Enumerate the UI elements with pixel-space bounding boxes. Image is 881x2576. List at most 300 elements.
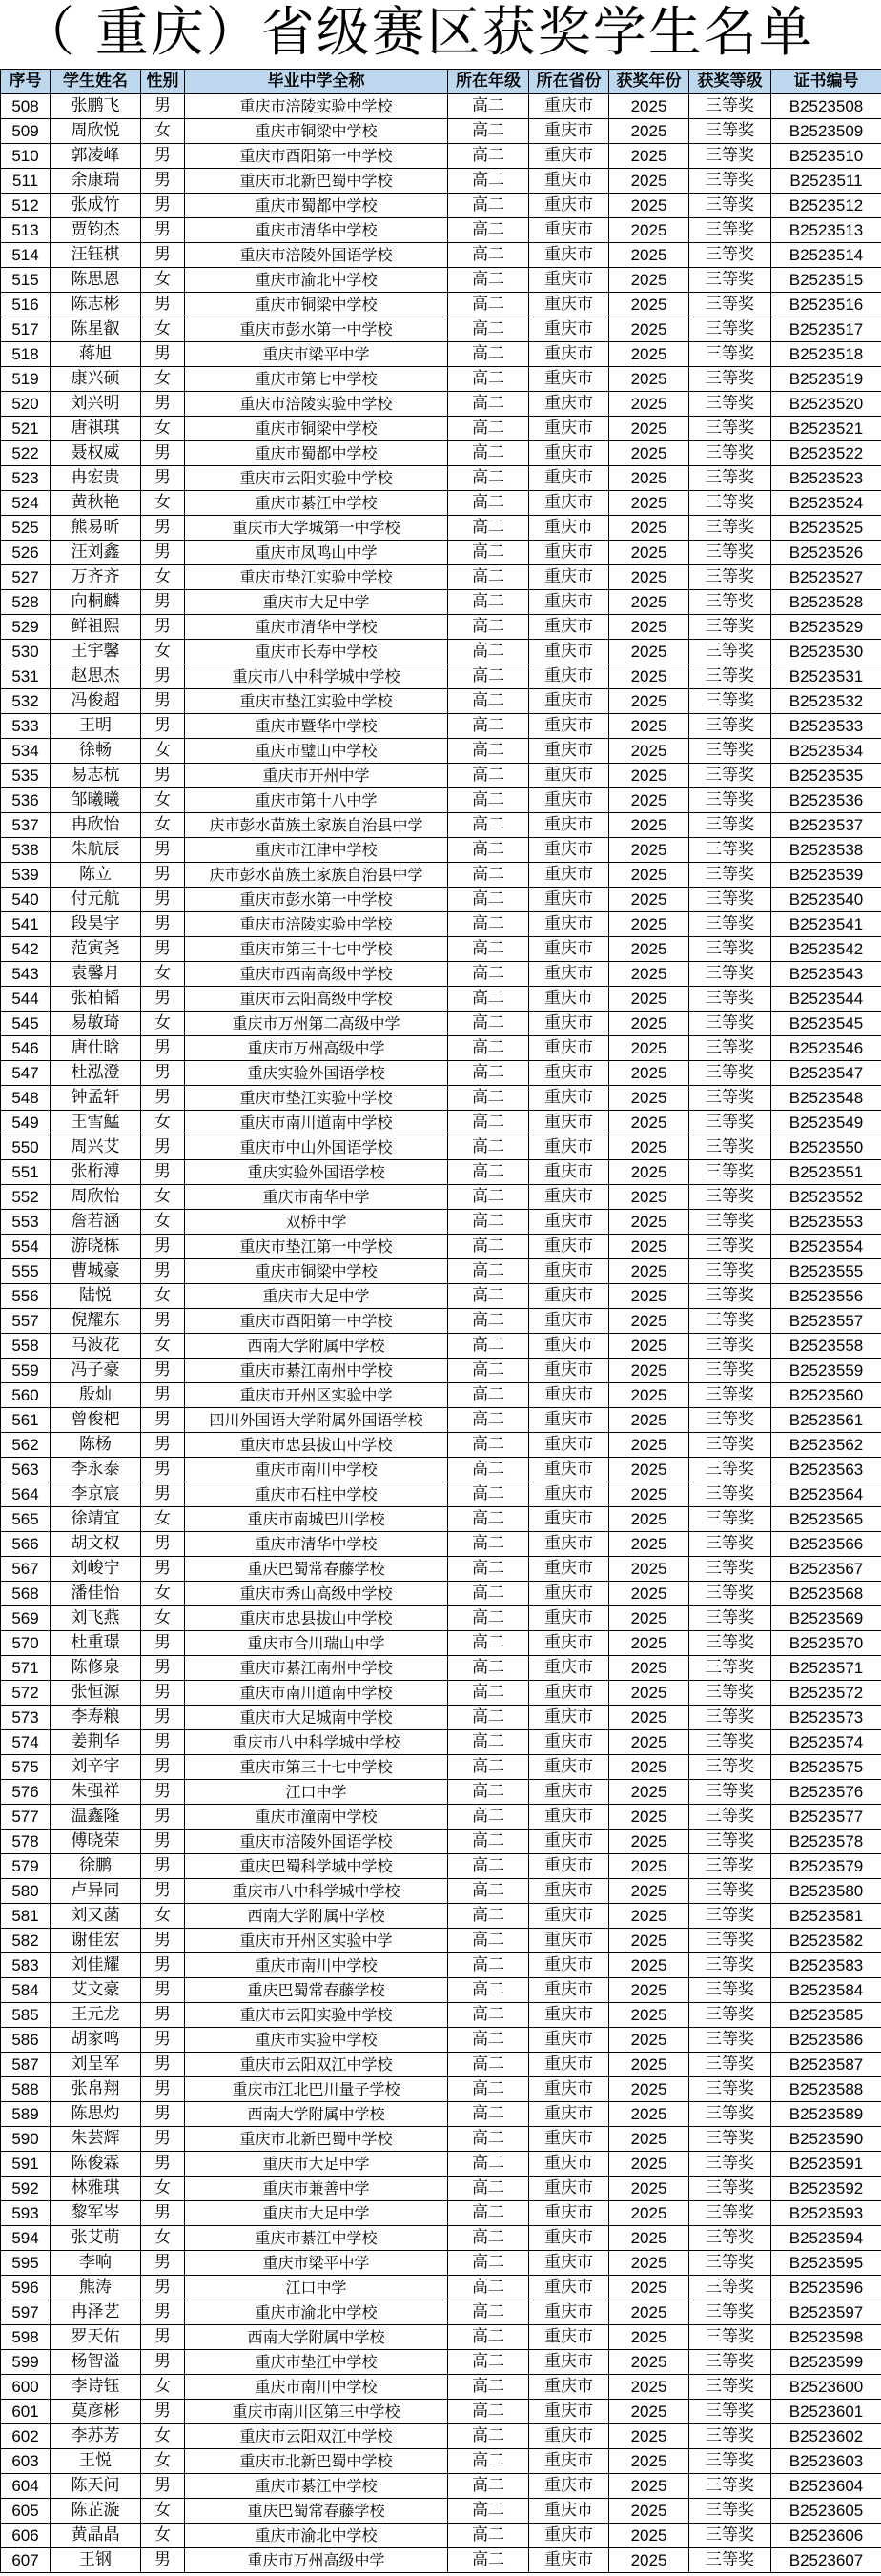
- grade-cell: 高二: [448, 342, 529, 367]
- level-cell: 三等奖: [689, 2474, 771, 2499]
- name-cell: 段昊宇: [51, 912, 141, 937]
- cert-cell: B2523542: [771, 937, 881, 962]
- seq-cell: 540: [1, 888, 51, 912]
- seq-cell: 524: [1, 491, 51, 516]
- gender-cell: 男: [141, 169, 185, 194]
- school-cell: 重庆市綦江南州中学校: [185, 1359, 448, 1383]
- province-cell: 重庆市: [529, 516, 609, 541]
- seq-cell: 604: [1, 2474, 51, 2499]
- table-row: [1, 1978, 881, 2003]
- seq-cell: 530: [1, 640, 51, 664]
- table-row: [1, 1309, 881, 1334]
- school-cell: 重庆市南川中学校: [185, 1458, 448, 1482]
- seq-cell: 531: [1, 664, 51, 689]
- name-cell: 余康瑞: [51, 169, 141, 194]
- grade-cell: 高二: [448, 1259, 529, 1284]
- grade-cell: 高二: [448, 615, 529, 640]
- province-cell: 重庆市: [529, 2226, 609, 2251]
- grade-cell: 高二: [448, 516, 529, 541]
- province-cell: 重庆市: [529, 1557, 609, 1582]
- province-cell: 重庆市: [529, 1805, 609, 1830]
- grade-cell: 高二: [448, 739, 529, 764]
- table-row: [1, 1904, 881, 1929]
- level-cell: 三等奖: [689, 2350, 771, 2375]
- table-row: [1, 1953, 881, 1978]
- year-cell: 2025: [609, 664, 689, 689]
- year-cell: 2025: [609, 491, 689, 516]
- province-cell: 重庆市: [529, 1160, 609, 1185]
- seq-cell: 529: [1, 615, 51, 640]
- cert-cell: B2523562: [771, 1433, 881, 1458]
- year-cell: 2025: [609, 1557, 689, 1582]
- province-cell: 重庆市: [529, 788, 609, 813]
- grade-cell: 高二: [448, 590, 529, 615]
- gender-cell: 女: [141, 1904, 185, 1929]
- gender-cell: 男: [141, 863, 185, 888]
- cert-cell: B2523548: [771, 1086, 881, 1111]
- cert-cell: B2523509: [771, 119, 881, 144]
- seq-cell: 512: [1, 194, 51, 218]
- province-cell: 重庆市: [529, 2325, 609, 2350]
- level-cell: 三等奖: [689, 2300, 771, 2325]
- name-cell: 姜荆华: [51, 1730, 141, 1755]
- school-cell: 重庆市八中科学城中学校: [185, 1730, 448, 1755]
- name-cell: 唐仕晗: [51, 1036, 141, 1061]
- cert-cell: B2523508: [771, 94, 881, 119]
- province-cell: 重庆市: [529, 664, 609, 689]
- grade-cell: 高二: [448, 1061, 529, 1086]
- gender-cell: 女: [141, 2449, 185, 2474]
- seq-cell: 539: [1, 863, 51, 888]
- name-cell: 陈修泉: [51, 1656, 141, 1681]
- grade-cell: 高二: [448, 268, 529, 293]
- school-cell: 重庆市南华中学: [185, 1185, 448, 1210]
- level-cell: 三等奖: [689, 2325, 771, 2350]
- table-row: [1, 169, 881, 194]
- province-cell: 重庆市: [529, 169, 609, 194]
- grade-cell: 高二: [448, 1780, 529, 1805]
- year-cell: 2025: [609, 1086, 689, 1111]
- name-cell: 游晓栋: [51, 1235, 141, 1259]
- cert-cell: B2523559: [771, 1359, 881, 1383]
- province-cell: 重庆市: [529, 1780, 609, 1805]
- grade-cell: 高二: [448, 1036, 529, 1061]
- year-cell: 2025: [609, 1359, 689, 1383]
- province-cell: 重庆市: [529, 1383, 609, 1408]
- grade-cell: 高二: [448, 640, 529, 664]
- school-cell: 重庆市北新巴蜀中学校: [185, 169, 448, 194]
- level-cell: 三等奖: [689, 1259, 771, 1284]
- level-cell: 三等奖: [689, 1904, 771, 1929]
- cert-cell: B2523578: [771, 1830, 881, 1854]
- seq-cell: 538: [1, 838, 51, 863]
- seq-cell: 602: [1, 2424, 51, 2449]
- seq-cell: 595: [1, 2251, 51, 2276]
- year-cell: 2025: [609, 2449, 689, 2474]
- name-cell: 陈俊霖: [51, 2152, 141, 2177]
- level-cell: 三等奖: [689, 1482, 771, 1507]
- table-row: [1, 491, 881, 516]
- cert-cell: B2523556: [771, 1284, 881, 1309]
- year-cell: 2025: [609, 1433, 689, 1458]
- level-cell: 三等奖: [689, 1953, 771, 1978]
- name-cell: 王雪鯭: [51, 1111, 141, 1135]
- year-cell: 2025: [609, 94, 689, 119]
- year-cell: 2025: [609, 1978, 689, 2003]
- school-cell: 重庆市梁平中学: [185, 342, 448, 367]
- table-row: [1, 838, 881, 863]
- table-row: [1, 2276, 881, 2300]
- seq-cell: 519: [1, 367, 51, 392]
- grade-cell: 高二: [448, 1160, 529, 1185]
- seq-cell: 533: [1, 714, 51, 739]
- table-row: [1, 2300, 881, 2325]
- level-cell: 三等奖: [689, 838, 771, 863]
- year-cell: 2025: [609, 838, 689, 863]
- level-cell: 三等奖: [689, 1780, 771, 1805]
- grade-cell: 高二: [448, 1730, 529, 1755]
- level-cell: 三等奖: [689, 1185, 771, 1210]
- grade-cell: 高二: [448, 937, 529, 962]
- school-cell: 重庆市兼善中学: [185, 2177, 448, 2201]
- cert-cell: B2523570: [771, 1631, 881, 1656]
- seq-cell: 585: [1, 2003, 51, 2028]
- year-cell: 2025: [609, 392, 689, 417]
- grade-cell: 高二: [448, 2524, 529, 2548]
- grade-cell: 高二: [448, 1929, 529, 1953]
- province-cell: 重庆市: [529, 2375, 609, 2400]
- cert-cell: B2523512: [771, 194, 881, 218]
- grade-cell: 高二: [448, 367, 529, 392]
- seq-cell: 575: [1, 1755, 51, 1780]
- gender-cell: 男: [141, 243, 185, 268]
- school-cell: 重庆市垫江实验中学校: [185, 1086, 448, 1111]
- year-cell: 2025: [609, 268, 689, 293]
- gender-cell: 男: [141, 1755, 185, 1780]
- seq-cell: 520: [1, 392, 51, 417]
- school-cell: 重庆市第十八中学: [185, 788, 448, 813]
- school-cell: 重庆市北新巴蜀中学校: [185, 2127, 448, 2152]
- seq-cell: 584: [1, 1978, 51, 2003]
- name-cell: 易志杭: [51, 764, 141, 788]
- grade-cell: 高二: [448, 541, 529, 565]
- seq-cell: 597: [1, 2300, 51, 2325]
- gender-cell: 男: [141, 2127, 185, 2152]
- year-cell: 2025: [609, 2201, 689, 2226]
- header-name: 学生姓名: [51, 70, 141, 94]
- name-cell: 陈天问: [51, 2474, 141, 2499]
- province-cell: 重庆市: [529, 1929, 609, 1953]
- grade-cell: 高二: [448, 194, 529, 218]
- name-cell: 李寿粮: [51, 1706, 141, 1730]
- seq-cell: 581: [1, 1904, 51, 1929]
- name-cell: 陈芷漩: [51, 2499, 141, 2524]
- cert-cell: B2523552: [771, 1185, 881, 1210]
- gender-cell: 女: [141, 640, 185, 664]
- name-cell: 傅晓荣: [51, 1830, 141, 1854]
- cert-cell: B2523554: [771, 1235, 881, 1259]
- year-cell: 2025: [609, 1953, 689, 1978]
- year-cell: 2025: [609, 243, 689, 268]
- school-cell: 江口中学: [185, 1780, 448, 1805]
- name-cell: 张鹏飞: [51, 94, 141, 119]
- table-row: [1, 1830, 881, 1854]
- grade-cell: 高二: [448, 2276, 529, 2300]
- school-cell: 重庆市长寿中学校: [185, 640, 448, 664]
- cert-cell: B2523595: [771, 2251, 881, 2276]
- seq-cell: 544: [1, 987, 51, 1012]
- table-row: [1, 2003, 881, 2028]
- gender-cell: 男: [141, 1482, 185, 1507]
- level-cell: 三等奖: [689, 317, 771, 342]
- gender-cell: 男: [141, 1036, 185, 1061]
- grade-cell: 高二: [448, 1606, 529, 1631]
- school-cell: 重庆市第三十七中学校: [185, 937, 448, 962]
- name-cell: 范寅尧: [51, 937, 141, 962]
- province-cell: 重庆市: [529, 2003, 609, 2028]
- cert-cell: B2523547: [771, 1061, 881, 1086]
- grade-cell: 高二: [448, 1111, 529, 1135]
- name-cell: 王元龙: [51, 2003, 141, 2028]
- table-row: [1, 2524, 881, 2548]
- seq-cell: 515: [1, 268, 51, 293]
- cert-cell: B2523518: [771, 342, 881, 367]
- seq-cell: 553: [1, 1210, 51, 1235]
- year-cell: 2025: [609, 2028, 689, 2053]
- level-cell: 三等奖: [689, 1309, 771, 1334]
- province-cell: 重庆市: [529, 1359, 609, 1383]
- table-row: [1, 1656, 881, 1681]
- name-cell: 罗天佑: [51, 2325, 141, 2350]
- grade-cell: 高二: [448, 2201, 529, 2226]
- table-row: [1, 615, 881, 640]
- cert-cell: B2523551: [771, 1160, 881, 1185]
- level-cell: 三等奖: [689, 491, 771, 516]
- province-cell: 重庆市: [529, 1309, 609, 1334]
- level-cell: 三等奖: [689, 1036, 771, 1061]
- gender-cell: 男: [141, 541, 185, 565]
- level-cell: 三等奖: [689, 1929, 771, 1953]
- cert-cell: B2523550: [771, 1135, 881, 1160]
- year-cell: 2025: [609, 441, 689, 466]
- name-cell: 朱芸辉: [51, 2127, 141, 2152]
- cert-cell: B2523553: [771, 1210, 881, 1235]
- cert-cell: B2523582: [771, 1929, 881, 1953]
- province-cell: 重庆市: [529, 367, 609, 392]
- gender-cell: 男: [141, 2325, 185, 2350]
- province-cell: 重庆市: [529, 1185, 609, 1210]
- year-cell: 2025: [609, 417, 689, 441]
- level-cell: 三等奖: [689, 441, 771, 466]
- name-cell: 聂权威: [51, 441, 141, 466]
- table-row: [1, 640, 881, 664]
- seq-cell: 606: [1, 2524, 51, 2548]
- cert-cell: B2523540: [771, 888, 881, 912]
- province-cell: 重庆市: [529, 1904, 609, 1929]
- year-cell: 2025: [609, 1061, 689, 1086]
- name-cell: 莫彦彬: [51, 2400, 141, 2424]
- gender-cell: 女: [141, 367, 185, 392]
- table-row: [1, 590, 881, 615]
- table-row: [1, 1458, 881, 1482]
- grade-cell: 高二: [448, 2325, 529, 2350]
- grade-cell: 高二: [448, 2127, 529, 2152]
- province-cell: 重庆市: [529, 2127, 609, 2152]
- cert-cell: B2523583: [771, 1953, 881, 1978]
- level-cell: 三等奖: [689, 2028, 771, 2053]
- province-cell: 重庆市: [529, 2201, 609, 2226]
- cert-cell: B2523579: [771, 1854, 881, 1879]
- year-cell: 2025: [609, 739, 689, 764]
- cert-cell: B2523564: [771, 1482, 881, 1507]
- table-row: [1, 2077, 881, 2102]
- grade-cell: 高二: [448, 1135, 529, 1160]
- table-row: [1, 664, 881, 689]
- table-row: [1, 1805, 881, 1830]
- school-cell: 重庆市清华中学校: [185, 1532, 448, 1557]
- year-cell: 2025: [609, 590, 689, 615]
- school-cell: 四川外国语大学附属外国语学校: [185, 1408, 448, 1433]
- year-cell: 2025: [609, 119, 689, 144]
- province-cell: 重庆市: [529, 2449, 609, 2474]
- table-row: [1, 714, 881, 739]
- grade-cell: 高二: [448, 1532, 529, 1557]
- grade-cell: 高二: [448, 1978, 529, 2003]
- level-cell: 三等奖: [689, 1433, 771, 1458]
- level-cell: 三等奖: [689, 689, 771, 714]
- province-cell: 重庆市: [529, 2400, 609, 2424]
- province-cell: 重庆市: [529, 689, 609, 714]
- school-cell: 重庆市渝北中学校: [185, 2300, 448, 2325]
- seq-cell: 548: [1, 1086, 51, 1111]
- level-cell: 三等奖: [689, 714, 771, 739]
- table-row: [1, 441, 881, 466]
- province-cell: 重庆市: [529, 317, 609, 342]
- name-cell: 黎军岑: [51, 2201, 141, 2226]
- year-cell: 2025: [609, 2276, 689, 2300]
- grade-cell: 高二: [448, 565, 529, 590]
- cert-cell: B2523598: [771, 2325, 881, 2350]
- seq-cell: 514: [1, 243, 51, 268]
- seq-cell: 593: [1, 2201, 51, 2226]
- name-cell: 康兴硕: [51, 367, 141, 392]
- seq-cell: 598: [1, 2325, 51, 2350]
- name-cell: 马波花: [51, 1334, 141, 1359]
- level-cell: 三等奖: [689, 615, 771, 640]
- year-cell: 2025: [609, 1012, 689, 1036]
- table-row: [1, 2474, 881, 2499]
- level-cell: 三等奖: [689, 2053, 771, 2077]
- level-cell: 三等奖: [689, 1458, 771, 1482]
- year-cell: 2025: [609, 144, 689, 169]
- level-cell: 三等奖: [689, 863, 771, 888]
- seq-cell: 541: [1, 912, 51, 937]
- gender-cell: 女: [141, 813, 185, 838]
- gender-cell: 男: [141, 1135, 185, 1160]
- province-cell: 重庆市: [529, 1433, 609, 1458]
- level-cell: 三等奖: [689, 640, 771, 664]
- province-cell: 重庆市: [529, 2499, 609, 2524]
- cert-cell: B2523541: [771, 912, 881, 937]
- table-row: [1, 987, 881, 1012]
- table-row: [1, 788, 881, 813]
- gender-cell: 男: [141, 1730, 185, 1755]
- province-cell: 重庆市: [529, 937, 609, 962]
- school-cell: 重庆市南川中学校: [185, 2375, 448, 2400]
- year-cell: 2025: [609, 2226, 689, 2251]
- level-cell: 三等奖: [689, 937, 771, 962]
- year-cell: 2025: [609, 2548, 689, 2573]
- year-cell: 2025: [609, 1582, 689, 1606]
- level-cell: 三等奖: [689, 1879, 771, 1904]
- name-cell: 冉泽艺: [51, 2300, 141, 2325]
- name-cell: 周欣怡: [51, 1185, 141, 1210]
- seq-cell: 537: [1, 813, 51, 838]
- year-cell: 2025: [609, 1309, 689, 1334]
- year-cell: 2025: [609, 1532, 689, 1557]
- seq-cell: 590: [1, 2127, 51, 2152]
- name-cell: 杜泓澄: [51, 1061, 141, 1086]
- gender-cell: 女: [141, 962, 185, 987]
- gender-cell: 男: [141, 2053, 185, 2077]
- province-cell: 重庆市: [529, 2350, 609, 2375]
- table-row: [1, 2325, 881, 2350]
- level-cell: 三等奖: [689, 1557, 771, 1582]
- name-cell: 李响: [51, 2251, 141, 2276]
- table-row: [1, 1185, 881, 1210]
- table-row: [1, 392, 881, 417]
- grade-cell: 高二: [448, 788, 529, 813]
- province-cell: 重庆市: [529, 2251, 609, 2276]
- cert-cell: B2523568: [771, 1582, 881, 1606]
- year-cell: 2025: [609, 317, 689, 342]
- name-cell: 殷灿: [51, 1383, 141, 1408]
- name-cell: 温鑫隆: [51, 1805, 141, 1830]
- cert-cell: B2523519: [771, 367, 881, 392]
- header-gender: 性别: [141, 70, 185, 94]
- school-cell: 重庆市南川道南中学校: [185, 1681, 448, 1706]
- level-cell: 三等奖: [689, 169, 771, 194]
- cert-cell: B2523596: [771, 2276, 881, 2300]
- level-cell: 三等奖: [689, 243, 771, 268]
- name-cell: 林雅琪: [51, 2177, 141, 2201]
- province-cell: 重庆市: [529, 615, 609, 640]
- cert-cell: B2523520: [771, 392, 881, 417]
- school-cell: 重庆市清华中学校: [185, 218, 448, 243]
- school-cell: 双桥中学: [185, 1210, 448, 1235]
- level-cell: 三等奖: [689, 2127, 771, 2152]
- grade-cell: 高二: [448, 1482, 529, 1507]
- school-cell: 重庆市万州高级中学: [185, 1036, 448, 1061]
- grade-cell: 高二: [448, 1755, 529, 1780]
- school-cell: 西南大学附属中学校: [185, 1904, 448, 1929]
- grade-cell: 高二: [448, 2028, 529, 2053]
- seq-cell: 523: [1, 466, 51, 491]
- header-row: [1, 70, 881, 94]
- seq-cell: 565: [1, 1507, 51, 1532]
- province-cell: 重庆市: [529, 342, 609, 367]
- year-cell: 2025: [609, 1334, 689, 1359]
- grade-cell: 高二: [448, 2003, 529, 2028]
- school-cell: 重庆市第三十七中学校: [185, 1755, 448, 1780]
- grade-cell: 高二: [448, 1086, 529, 1111]
- table-row: [1, 1557, 881, 1582]
- year-cell: 2025: [609, 1259, 689, 1284]
- name-cell: 张成竹: [51, 194, 141, 218]
- gender-cell: 女: [141, 2375, 185, 2400]
- year-cell: 2025: [609, 863, 689, 888]
- gender-cell: 男: [141, 2400, 185, 2424]
